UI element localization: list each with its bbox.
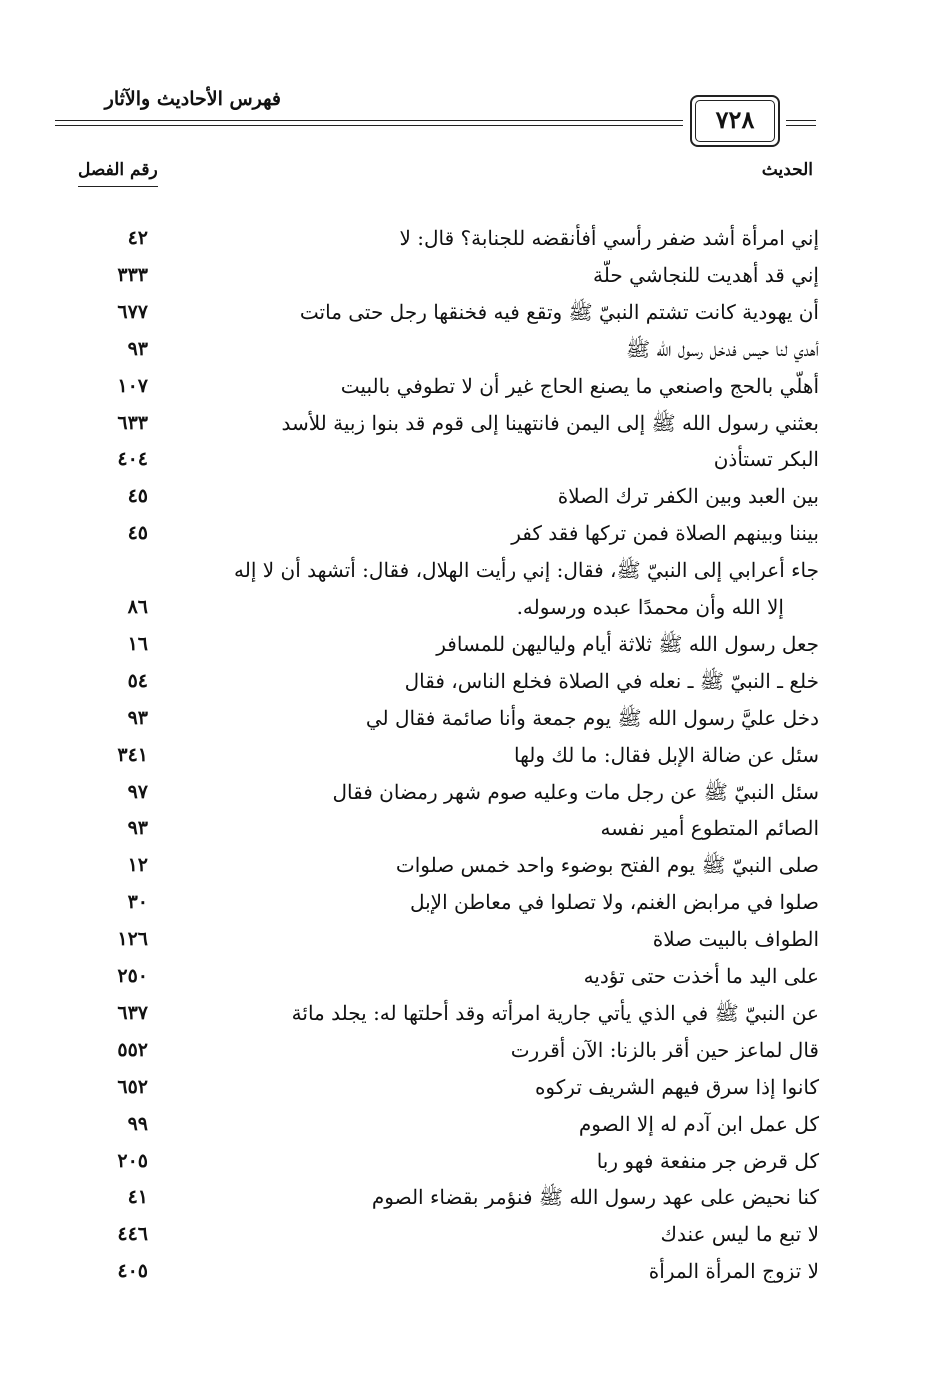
hadith-text: بين العبد وبين الكفر ترك الصلاة: [557, 484, 819, 509]
chapter-number: ٤٤٦: [117, 1223, 148, 1246]
chapter-number: ٥٥٢: [117, 1038, 148, 1061]
index-entry: [70, 442, 819, 477]
index-entry: [70, 479, 819, 514]
header-rule-left: [55, 120, 683, 121]
hadith-text: كنا نحيض على عهد رسول الله ﷺ فنؤمر بقضاء الصوم: [371, 1185, 819, 1210]
hadith-text: صلوا في مرابض الغنم، ولا تصلوا في معاطن الإبل: [409, 890, 819, 915]
hadith-text: أن يهودية كانت تشتم النبيّ ﷺ وتقع فيه فخنقها رجل حتى ماتت: [299, 299, 819, 324]
hadith-text: لا تبع ما ليس عندك: [660, 1222, 819, 1247]
index-entry: [70, 1254, 819, 1289]
hadith-text: أهلّي بالحج واصنعي ما يصنع الحاج غير أن لا تطوفي بالبيت: [340, 373, 819, 398]
index-entry: [70, 1033, 819, 1068]
hadith-text: إني قد أهديت للنجاشي حلّة: [593, 262, 819, 287]
chapter-number: ٤٠٥: [117, 1260, 148, 1283]
index-entry: [70, 406, 819, 441]
hadith-text: كانوا إذا سرق فيهم الشريف تركوه: [534, 1074, 819, 1099]
chapter-number: ٩٧: [127, 780, 148, 803]
index-entry: [70, 332, 819, 367]
hadith-text: الطواف بالبيت صلاة: [652, 927, 819, 952]
chapter-number: ١٢: [127, 854, 148, 877]
hadith-text: بعثني رسول الله ﷺ إلى اليمن فانتهينا إلى قوم قد بنوا زبية للأسد: [281, 410, 819, 435]
header-rule-left-2: [55, 125, 683, 126]
chapter-number: ٤١: [127, 1186, 148, 1209]
hadith-text: أهدي لنا حيس فدخل رسول الله ﷺ: [626, 336, 819, 361]
index-entry: [70, 664, 819, 699]
hadith-text: على اليد ما أخذت حتى تؤديه: [583, 964, 819, 988]
index-entry: [70, 959, 819, 994]
index-entry: [70, 258, 819, 293]
chapter-number: ٣٤١: [117, 743, 148, 766]
index-entry: [70, 553, 819, 588]
index-entry: [70, 775, 819, 810]
running-title: فهرس الأحاديث والآثار: [104, 88, 281, 110]
chapter-number: ٩٩: [127, 1112, 148, 1135]
hadith-text: سئل النبيّ ﷺ عن رجل مات وعليه صوم شهر رمضان فقال: [332, 779, 819, 804]
index-entry: [70, 1180, 819, 1215]
chapter-number: ٢٠٥: [117, 1149, 148, 1172]
hadith-text: لا تزوج المرأة المرأة: [648, 1259, 819, 1284]
column-heading-hadith: الحديث: [761, 160, 813, 180]
chapter-number: ٩٣: [127, 337, 148, 360]
index-entry: [70, 590, 819, 625]
header-rule-right: [786, 120, 816, 121]
index-entry: [70, 738, 819, 773]
index-entry: [70, 369, 819, 404]
index-entry: [70, 701, 819, 736]
index-entry: [70, 848, 819, 883]
hadith-text: الصائم المتطوع أمير نفسه: [600, 816, 819, 841]
chapter-number: ٤٥: [127, 522, 148, 545]
hadith-text: جعل رسول الله ﷺ ثلاثة أيام ولياليهن للمسافر: [436, 631, 819, 656]
chapter-number: ٢٥٠: [117, 965, 148, 987]
chapter-number: ١٦: [127, 632, 148, 655]
hadith-text: سئل عن ضالة الإبل فقال: ما لك ولها: [513, 742, 819, 767]
index-entry: [70, 221, 819, 256]
hadith-text: دخل عليَّ رسول الله ﷺ يوم جمعة وأنا صائمة فقال لي: [365, 705, 819, 730]
index-entry: [70, 996, 819, 1031]
chapter-number: ٣٣٣: [117, 263, 148, 286]
chapter-number: ١٢٦: [117, 928, 148, 951]
hadith-text: عن النبيّ ﷺ في الذي يأتي جارية امرأته وقد أحلتها له: يجلد مائة: [291, 1000, 819, 1025]
hadith-text: جاء أعرابي إلى النبيّ ﷺ، فقال: إني رأيت الهلال، فقال: أتشهد أن لا إله: [234, 558, 819, 583]
hadith-text: خلع ـ النبيّ ﷺ ـ نعله في الصلاة فخلع الناس، فقال: [404, 668, 819, 693]
header-rule-right-2: [786, 125, 816, 126]
hadith-text: بيننا وبينهم الصلاة فمن تركها فقد كفر: [511, 521, 819, 546]
index-entry: [70, 1107, 819, 1142]
chapter-number: ٩٣: [127, 706, 148, 729]
index-entry: [70, 885, 819, 920]
chapter-number: ٩٣: [127, 817, 148, 840]
index-entry: [70, 811, 819, 846]
hadith-text: كل قرض جر منفعة فهو ربا: [596, 1148, 819, 1173]
index-entry: [70, 1070, 819, 1105]
hadith-text: صلى النبيّ ﷺ يوم الفتح بوضوء واحد خمس صلوات: [395, 853, 819, 878]
chapter-number: ١٠٧: [117, 374, 148, 397]
chapter-number: ٦٣٧: [117, 1001, 148, 1024]
hadith-text: كل عمل ابن آدم له إلا الصوم: [578, 1111, 819, 1136]
chapter-number: ٥٤: [127, 669, 148, 692]
index-entry: [70, 1144, 819, 1179]
index-entry: [70, 295, 819, 330]
hadith-text: إلا الله وأن محمدًا عبده ورسوله.: [516, 595, 784, 619]
chapter-number: ٤٠٤: [117, 448, 148, 471]
hadith-text: إني امرأة أشد ضفر رأسي أفأنقضه للجنابة؟ قال: لا: [399, 226, 819, 250]
hadith-text: قال لماعز حين أقر بالزنا: الآن أقررت: [510, 1037, 819, 1062]
index-entry: [70, 922, 819, 957]
chapter-number: ٤٥: [127, 485, 148, 508]
chapter-number: ٨٦: [127, 596, 148, 618]
chapter-number: ٦٧٧: [117, 300, 148, 323]
chapter-number: ٦٣٣: [117, 411, 148, 434]
index-entry: [70, 627, 819, 662]
chapter-number: ٦٥٢: [117, 1075, 148, 1098]
column-heading-chapter: رقم الفصل: [78, 160, 158, 187]
chapter-number: ٣٠: [127, 891, 148, 914]
page-number-frame: [690, 95, 780, 147]
index-entry: [70, 516, 819, 551]
chapter-number: ٤٢: [127, 227, 148, 249]
index-entry: [70, 1217, 819, 1252]
hadith-text: البكر تستأذن: [713, 447, 819, 472]
page-number: ٧٢٨: [715, 105, 755, 134]
